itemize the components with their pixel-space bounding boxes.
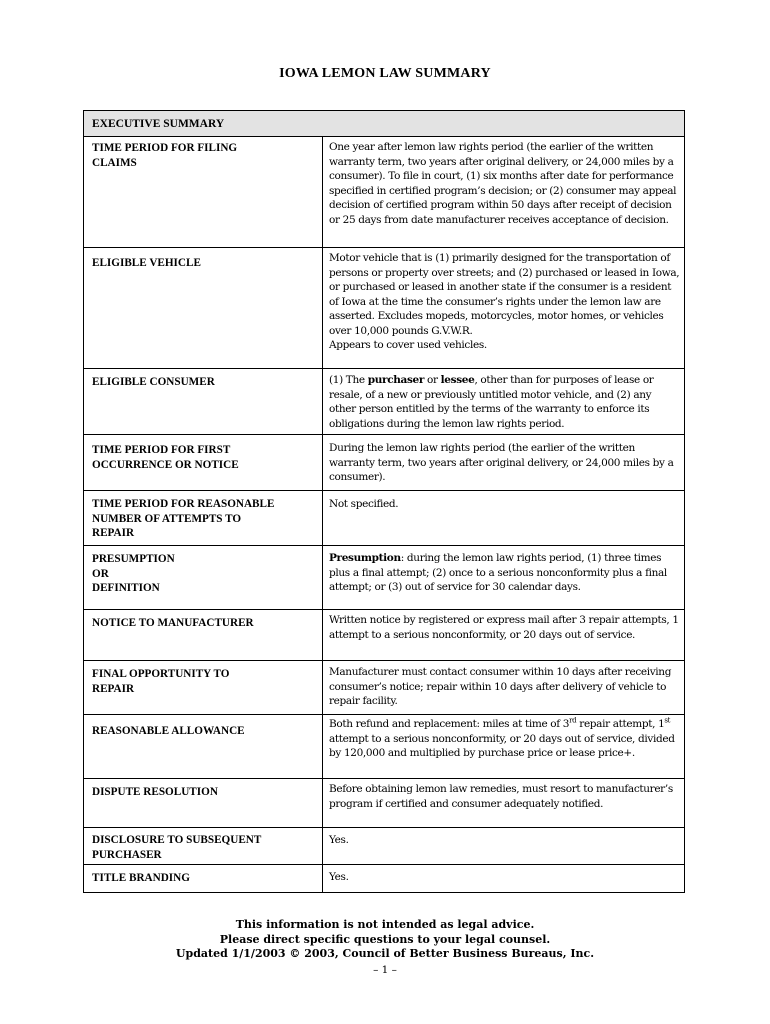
row-value: Presumption: during the lemon law rights period, (1) three times plus a final attempt; (2) once to a serious nonconformity plus a final attempt; or (3) out of service for 30 calendar days.: [329, 552, 667, 593]
row-value: Not specified.: [329, 498, 399, 510]
row-label: DISPUTE RESOLUTION: [84, 779, 323, 827]
row-label: TIME PERIOD FOR FIRST OCCURRENCE OR NOTICE: [84, 435, 323, 490]
table-header: EXECUTIVE SUMMARY: [84, 111, 684, 137]
row-value: During the lemon law rights period (the earlier of the written warranty term, two years after original delivery, or 24,000 miles by a consumer).: [329, 442, 674, 483]
row-value: Motor vehicle that is (1) primarily designed for the transportation of persons or property over streets; and (2) purchased or leased in Iowa, or purchased or leased in another state if the consumer is a resident of Iowa at the time the consumer’s rights under the lemon law are asserted. Excludes mopeds, motorcycles, motor homes, or vehicles over 10,000 pounds G.V.W.R. Appears to cover used vehicles.: [329, 252, 680, 351]
document-title: IOWA LEMON LAW SUMMARY: [279, 66, 491, 81]
summary-table: [83, 110, 685, 893]
row-label: TIME PERIOD FOR REASONABLE NUMBER OF ATTEMPTS TO REPAIR: [84, 491, 323, 545]
table-row: [84, 546, 684, 610]
row-label: FINAL OPPORTUNITY TO REPAIR: [84, 661, 323, 714]
row-label: PRESUMPTION OR DEFINITION: [84, 546, 323, 609]
row-label: DISCLOSURE TO SUBSEQUENT PURCHASER: [84, 828, 323, 864]
row-label: TIME PERIOD FOR FILING CLAIMS: [84, 137, 323, 247]
row-value: Before obtaining lemon law remedies, must resort to manufacturer’s program if certified and consumer adequately notified.: [329, 783, 673, 810]
row-value: One year after lemon law rights period (the earlier of the written warranty term, two years after original delivery, or 24,000 miles by a consumer). To file in court, (1) six months after date for performance specified in certified program’s decision; or (2) consumer may appeal decision of certified program within 50 days after receipt of decision or 25 days from date manufacturer receives acceptance of decision.: [329, 141, 677, 226]
table-row: [84, 715, 684, 779]
row-label: TITLE BRANDING: [84, 865, 323, 892]
table-row: [84, 435, 684, 491]
table-row: [84, 137, 684, 248]
row-value: Written notice by registered or express mail after 3 repair attempts, 1 attempt to a serious nonconformity, or 20 days out of service.: [329, 614, 679, 641]
row-value: Both refund and replacement: miles at time of 3rd repair attempt, 1st attempt to a serious nonconformity, or 20 days out of service, divided by 120,000 and multiplied by purchase price or lease price+.: [329, 716, 675, 759]
table-row: [84, 248, 684, 369]
row-label: ELIGIBLE VEHICLE: [84, 248, 323, 368]
row-value: Yes.: [329, 834, 349, 846]
table-row: [84, 661, 684, 715]
footer-disclaimer: This information is not intended as legal advice. Please direct specific questions to your legal counsel. Updated 1/1/2003 © 2003, Council of Better Business Bureaus, Inc.: [175, 918, 595, 960]
row-label: REASONABLE ALLOWANCE: [84, 715, 323, 778]
page-number: – 1 –: [373, 964, 397, 976]
row-value: Manufacturer must contact consumer within 10 days after receiving consumer’s notice; repair within 10 days after delivery of vehicle to repair facility.: [329, 666, 672, 707]
table-row: [84, 828, 684, 865]
row-value: (1) The purchaser or lessee, other than for purposes of lease or resale, of a new or previously untitled motor vehicle, and (2) any other person entitled by the terms of the warranty to enforce its obligations during the lemon law rights period.: [329, 374, 654, 430]
table-row: [84, 865, 684, 892]
table-row: [84, 369, 684, 435]
table-row: [84, 779, 684, 828]
table-row: [84, 491, 684, 546]
row-label: ELIGIBLE CONSUMER: [84, 369, 323, 434]
table-row: [84, 610, 684, 661]
row-label: NOTICE TO MANUFACTURER: [84, 610, 323, 660]
row-value: Yes.: [329, 871, 349, 883]
